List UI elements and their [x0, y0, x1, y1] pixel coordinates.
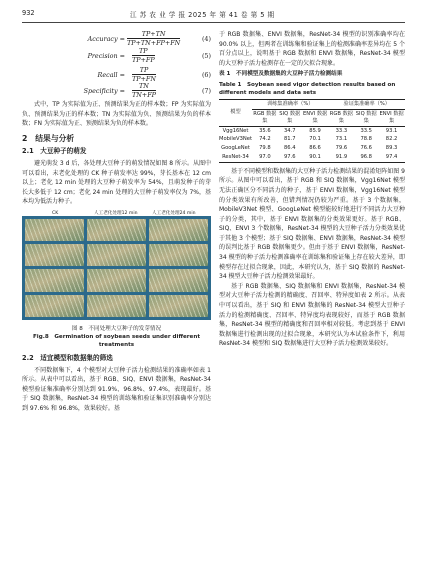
table-caption-cn: 表 1 不同模型及数据集的大豆种子活力检测结果 [219, 71, 343, 78]
table-row: MobileV3Net 74.2 81.7 70.1 73.1 78.8 82.2 [219, 136, 398, 143]
seed-tray [149, 219, 208, 241]
equation-specificity: Specificity = $\frac{TN}{TN+FP}$ (7) [83, 82, 211, 99]
paragraph-model-selection: 不同数据集下，4 个模型对大豆种子活力检测结果的准确率如表 1 所示。从表中可以看出，基于 RGB、SIQ、ENVI 数据集，ResNet-34 模型验证集准确率分别达到 91.9%、96.8%、97.4%，表现最好。基于 SIQ 数据集，ResNet-34 模型的训练集和验证集识别准确率分别达到 97.6% 和 96.8%，效果较好。基 [22, 366, 211, 412]
table-header-train: 训练集准确率（%） [252, 100, 328, 110]
seed-tray [149, 244, 208, 266]
table-subheader: RGB 数据集 [253, 110, 277, 124]
equation-precision: Precision = $\frac{TP}{TP+FP}$ (5) [87, 47, 211, 64]
figure-caption-cn: 图 8 不同处理大豆种子的发芽情况 [71, 325, 162, 332]
table-subheader: RGB 数据集 [329, 110, 353, 124]
seed-tray [87, 219, 146, 241]
table-row: ResNet-34 97.0 97.6 90.1 91.9 96.8 97.4 [219, 153, 405, 162]
seed-tray [25, 219, 84, 241]
germination-photo [22, 216, 211, 320]
table-header-val: 验证集准确率（%） [328, 100, 405, 110]
table-subheader: SIQ 数据集 [279, 110, 301, 124]
table-subheader: ENVI 数据集 [302, 110, 328, 124]
paragraph-equation-notes: 式中，TP 为实际值为正、预测结果为正的样本数；FP 为实际值为负、预测结果为正的样本数；TN 为实际值为负、预测结果为负的样本数；FN 为实际值为正、预测结果为负的样本数。 [22, 101, 211, 128]
equation-recall: Recall = $\frac{TP}{TP+FN}$ (6) [97, 66, 211, 83]
seed-tray [25, 244, 84, 266]
paragraph-underfitting: 于 RGB 数据集、ENVI 数据集，ResNet-34 模型的识别准确率均在 90.0% 以上，但两者在训练集和验证集上的检测准确率差异均在 5 个百分点以上，说明基于 RGB 数据和 ENVI 数据集，ResNet-34 模型的大豆种子活力检测存在一定的欠拟合现象。 [219, 31, 405, 67]
seed-tray [25, 295, 84, 317]
seed-tray [149, 269, 208, 291]
right-column [219, 30, 405, 349]
paragraph-confusion-matrix: 基于不同模型和数据集的大豆种子活力检测结果的混淆矩阵如图 9 所示。从图中可以看出，基于 RGB 和 SIQ 数据集，Vgg16Net 模型无法正确区分不同活力的种子，基于 ENVI 数据集，Vgg16Net 模型的分类效果有所改善，但错判情况仍较为严重。基于 3 个数据集，MobileV3Net 模型、GoogLeNet 模型能较好地进行不同活力大豆种子的分类，其中，基于 ENVI 数据集的分类效果更好。基于 RGB、SIQ、ENVI 3 个数据集，ResNet-34 模型的大豆种子活力分类效果优于其他 3 个模型；基于 SIQ 数据集、ENVI 数据集，ResNet-34 模型的误判比基于 RGB 数据集更少。但由于基于 ENVI 数据集，ResNet-34 模型的种子活力检测准确率在训练集和验证集上存在较大差异，即模型存在过拟合现象，因此，本研究认为，基于 SIQ 数据的 ResNet-34 模型大豆种子活力检测效果最好。 [219, 167, 405, 281]
seed-tray [87, 295, 146, 317]
journal-title: 江 苏 农 业 学 报 2025 年 第 41 卷 第 5 期 [130, 11, 275, 19]
paragraph-precision-recall: 基于 RGB 数据集、SIQ 数据集和 ENVI 数据集，ResNet-34 模型对大豆种子活力检测的精确度、召回率、特异度如表 2 所示。从表中可以看出，基于 SIQ 和 ENVI 数据集的 ResNet-34 模型大豆种子活力的检测精确度、召回率、特异度均表现较好，而基于 RGB 数据集，ResNet-34 模型的精确度和召回率相对较低。考虑到基于 ENVI 数据集进行检测出现的过拟合现象，本研究认为本试验条件下，利用 ResNet-34 模型和 SIQ 数据集进行大豆种子活力检测效果较好。 [219, 282, 405, 348]
left-column [22, 66, 211, 414]
header-rule [22, 22, 405, 23]
page-number: 932 [22, 9, 35, 17]
seed-tray [149, 295, 208, 317]
table-subheader: ENVI 数据集 [379, 110, 404, 124]
figure-label-24min: 人工老化处理24 min [152, 210, 196, 216]
subsection-heading-2-2: 2.2 适宜模型和数据集的筛选 [22, 353, 113, 362]
equation-accuracy: Accuracy = $\frac{TP+TN}{TP+TN+FP+FN}$ (4) [87, 30, 211, 47]
figure-caption-en: Fig.8 Germination of soybean seeds under different treatments [32, 333, 201, 348]
page-header [22, 9, 405, 21]
table-row: GoogLeNet 79.8 86.4 86.6 79.6 76.6 89.3 [221, 145, 398, 152]
figure-label-ck: CK [52, 210, 59, 216]
seed-tray [87, 244, 146, 266]
seed-tray [87, 269, 146, 291]
table-caption-en: Table 1 Soybean seed vigor detection results based on different models and data sets [219, 81, 396, 96]
subsection-heading-2-1: 2.1 大豆种子的萌发 [22, 147, 87, 156]
section-heading: 2 结果与分析 [22, 133, 75, 143]
paragraph-germination: 避光萌发 3 d 后，各处理大豆种子的萌发情况如图 8 所示。从图中可以看出，未老化处理的 CK 种子萌发率达 99%，芽长基本在 12 cm 以上；老化 12 min 处理的大豆种子萌发率为 54%，且萌发种子的芽长大多低于 12 cm；老化 24 min 处理的大豆种子萌发率仅为 7%，基本均为低活力种子。 [22, 159, 211, 206]
figure-label-12min: 人工老化处理12 min [94, 210, 138, 216]
results-table [219, 99, 405, 163]
table-row: Vgg16Net 35.6 34.7 85.9 33.3 33.5 93.1 [222, 127, 398, 134]
seed-tray [25, 269, 84, 291]
figure-8 [22, 210, 211, 322]
table-header-model: 模型 [219, 100, 252, 126]
table-subheader: SIQ 数据集 [355, 110, 377, 124]
